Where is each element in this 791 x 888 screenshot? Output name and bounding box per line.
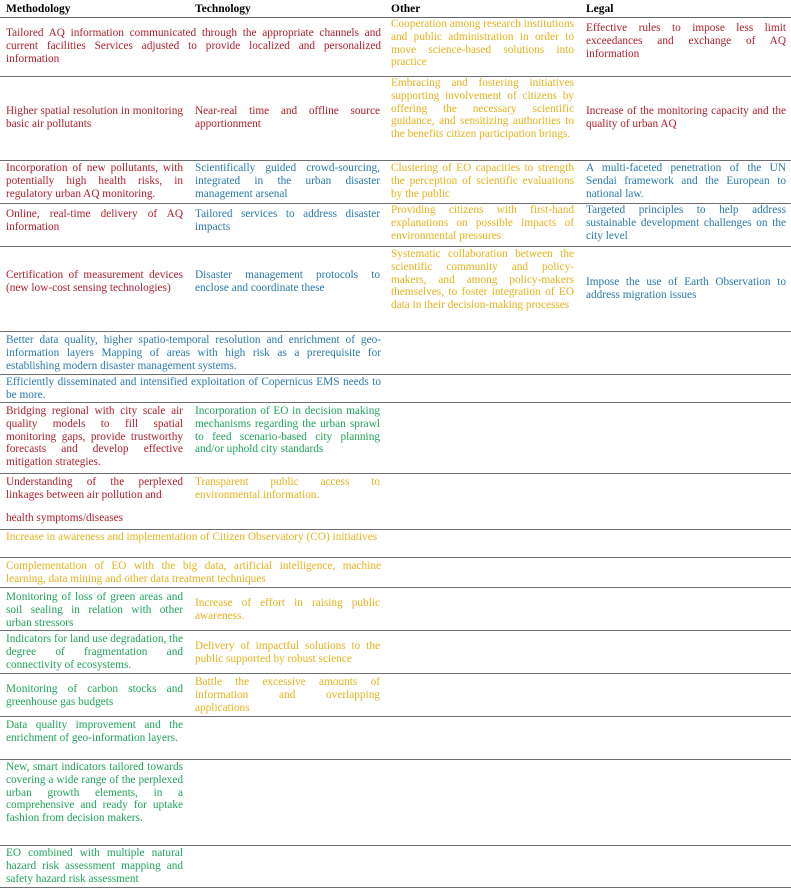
table-row — [0, 558, 791, 588]
table-row — [0, 77, 791, 161]
methodology-technology-cell: Complementation of EO with the big data, artificial intelligence, machine learning, data mining and other data treatment techniques — [6, 560, 381, 585]
methodology-cell: Online, real-time delivery of AQ information — [6, 208, 183, 233]
methodology-technology-cell: Efficiently disseminated and intensified exploitation of Copernicus EMS needs to be more. — [6, 376, 381, 401]
methodology-cell: Bridging regional with city scale air quality models to fill spatial monitoring gaps, provide trustworthy forecasts and develop effective mitigation strategies. — [6, 405, 183, 469]
other-cell: Systematic collaboration between the scientific community and policy-makers, and among policy-makers themselves, to foster integration of EO data in their decision-making processes — [391, 248, 574, 312]
methodology-cell: Monitoring of carbon stocks and greenhouse gas budgets — [6, 683, 183, 708]
methodology-technology-cell: Tailored AQ information communicated through the appropriate channels and current facilities Services adjusted to provide localized and personalized information — [6, 27, 381, 65]
header-other: Other — [391, 3, 421, 15]
table-row — [0, 474, 791, 530]
table-row — [0, 332, 791, 375]
other-cell: Cooperation among research institutions and public administration in order to move science-based solutions into practice — [391, 18, 574, 69]
methodology-cell: Certification of measurement devices (new low-cost sensing technologies) — [6, 269, 183, 294]
legal-cell: Effective rules to impose less limit exceedances and exchange of AQ information — [586, 22, 786, 60]
header-methodology: Methodology — [6, 3, 71, 15]
table-row — [0, 403, 791, 474]
table-row — [0, 18, 791, 77]
technology-cell: Incorporation of EO in decision making mechanisms regarding the urban sprawl to feed scenario-based city planning and/or uphold city standards — [195, 405, 380, 456]
other-cell: Providing citizens with first-hand explanations on possible impacts of environmental pressures — [391, 204, 574, 242]
table-header — [0, 0, 791, 18]
methodology-cell: Data quality improvement and the enrichment of geo-information layers. — [6, 719, 183, 744]
technology-cell: Transparent public access to environmental information. — [195, 476, 380, 501]
legal-cell: Impose the use of Earth Observation to address migration issues — [586, 276, 786, 301]
methodology-cell: Indicators for land use degradation, the degree of fragmentation and connectivity of ecosystems. — [6, 633, 183, 671]
legal-cell: A multi-faceted penetration of the UN Sendai framework and the European to national law. — [586, 162, 786, 200]
methodology-technology-cell: Better data quality, higher spatio-temporal resolution and enrichment of geo-information layers Mapping of areas with high risk as a prerequisite for establishing modern disaster management systems. — [6, 334, 381, 372]
methodology-cell: Incorporation of new pollutants, with potentially high health risks, in regulatory urban AQ monitoring. — [6, 162, 183, 200]
technology-cell: Tailored services to address disaster impacts — [195, 208, 380, 233]
table-row — [0, 375, 791, 403]
table-row — [0, 846, 791, 888]
methodology-cell: EO combined with multiple natural hazard risk assessment mapping and safety hazard risk assessment — [6, 847, 183, 885]
legal-cell: Increase of the monitoring capacity and the quality of urban AQ — [586, 105, 786, 130]
other-cell: Embracing and fostering initiatives supporting involvement of citizens by offering the necessary scientific guidance, and sensitizing authorities to the benefits citizen participation brings. — [391, 77, 574, 141]
table-row — [0, 161, 791, 204]
methodology-cell: Monitoring of loss of green areas and soil sealing in relation with other urban stressors — [6, 591, 183, 629]
technology-cell: Scientifically guided crowd-sourcing, integrated in the urban disaster management arsenal — [195, 162, 380, 200]
table-row — [0, 674, 791, 717]
legal-cell: Targeted principles to help address sustainable development challenges on the city level — [586, 204, 786, 242]
table-row — [0, 247, 791, 332]
table-row — [0, 530, 791, 558]
header-legal: Legal — [586, 3, 614, 15]
header-technology: Technology — [195, 3, 251, 15]
methodology-technology-cell: Increase in awareness and implementation of Citizen Observatory (CO) initiatives — [6, 531, 378, 543]
technology-cell: Delivery of impactful solutions to the public supported by robust science — [195, 640, 380, 665]
table-row — [0, 588, 791, 631]
other-cell: Clustering of EO capacities to strength the perception of scientific evaluations by the public — [391, 162, 574, 200]
technology-cell: Increase of effort in raising public awareness. — [195, 597, 380, 622]
table-row — [0, 631, 791, 674]
technology-cell: Near-real time and offline source apportionment — [195, 105, 380, 130]
table-row — [0, 760, 791, 846]
methodology-cell-continued: health symptoms/diseases — [6, 512, 124, 524]
technology-cell: Battle the excessive amounts of information and overlapping applications — [195, 676, 380, 714]
methodology-cell: New, smart indicators tailored towards covering a wide range of the perplexed urban growth elements, in a comprehensive and ready for uptake fashion from decision makers. — [6, 761, 183, 825]
technology-cell: Disaster management protocols to enclose and coordinate these — [195, 269, 380, 294]
methodology-cell: Understanding of the perplexed linkages between air pollution and — [6, 476, 183, 501]
table-row — [0, 204, 791, 247]
table-row — [0, 717, 791, 760]
methodology-cell: Higher spatial resolution in monitoring basic air pollutants — [6, 105, 183, 130]
